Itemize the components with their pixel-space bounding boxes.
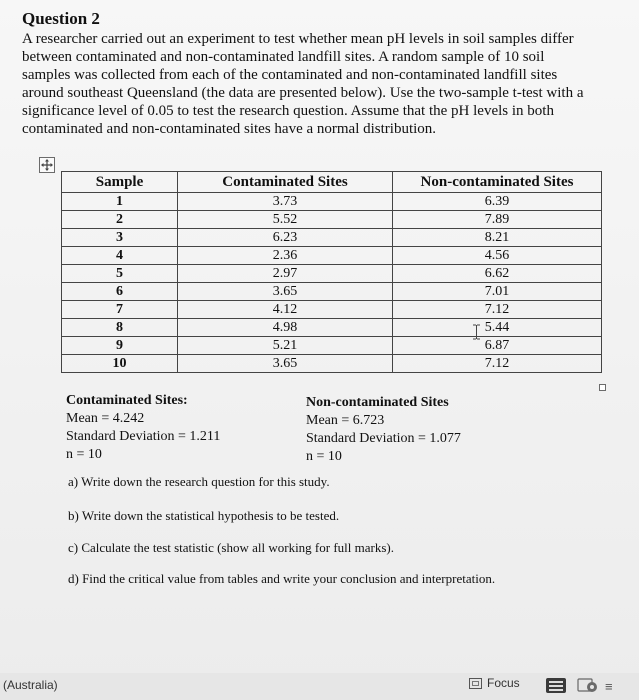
table-row xyxy=(62,355,602,373)
part-a: a) Write down the research question for this study. xyxy=(68,474,330,489)
stats-sd: Standard Deviation = 1.211 xyxy=(66,429,221,444)
sample-cell: 8 xyxy=(62,319,178,337)
stats-sd: Standard Deviation = 1.077 xyxy=(306,431,461,446)
contaminated-cell: 2.36 xyxy=(178,247,393,265)
contaminated-cell: 6.23 xyxy=(178,229,393,247)
column-header-sample: Sample xyxy=(62,172,178,193)
contaminated-cell: 3.65 xyxy=(178,283,393,301)
contaminated-cell: 2.97 xyxy=(178,265,393,283)
table-row xyxy=(62,265,602,283)
question-line: significance level of 0.05 to test the research question. Assume that the pH levels in both xyxy=(22,103,554,119)
part-d: d) Find the critical value from tables and write your conclusion and interpretation. xyxy=(68,571,496,586)
sample-cell: 6 xyxy=(62,283,178,301)
text-cursor-icon xyxy=(472,324,481,345)
table-row xyxy=(62,337,602,355)
question-text xyxy=(22,30,622,138)
focus-label: Focus xyxy=(487,676,520,690)
sample-cell: 10 xyxy=(62,355,178,373)
contaminated-cell: 3.73 xyxy=(178,193,393,211)
print-layout-view-icon[interactable] xyxy=(546,678,566,693)
question-line: contaminated and non-contaminated sites have a normal distribution. xyxy=(22,121,437,137)
focus-button[interactable] xyxy=(469,676,520,690)
sample-cell: 2 xyxy=(62,211,178,229)
noncontaminated-cell: 7.89 xyxy=(393,211,602,229)
noncontaminated-cell: 8.21 xyxy=(393,229,602,247)
language-status[interactable]: (Australia) xyxy=(3,678,58,692)
table-row xyxy=(62,283,602,301)
question-line: around southeast Queensland (the data are presented below). Use the two-sample t-test with a xyxy=(22,85,584,101)
sample-cell: 7 xyxy=(62,301,178,319)
question-title: Question 2 xyxy=(22,9,100,28)
noncontaminated-cell: 6.39 xyxy=(393,193,602,211)
stats-mean: Mean = 6.723 xyxy=(306,413,385,428)
column-header-noncontaminated: Non-contaminated Sites xyxy=(393,172,602,193)
stats-heading: Contaminated Sites: xyxy=(66,393,188,408)
noncontaminated-cell: 4.56 xyxy=(393,247,602,265)
sample-cell: 4 xyxy=(62,247,178,265)
noncontaminated-cell: 6.87 xyxy=(393,337,602,355)
table-header-row xyxy=(62,172,602,193)
stats-heading: Non-contaminated Sites xyxy=(306,395,449,410)
sample-cell: 1 xyxy=(62,193,178,211)
stats-n: n = 10 xyxy=(306,449,342,464)
focus-icon xyxy=(469,678,482,689)
data-table xyxy=(61,171,602,373)
table-resize-handle[interactable] xyxy=(599,384,606,391)
contaminated-cell: 4.12 xyxy=(178,301,393,319)
stats-mean: Mean = 4.242 xyxy=(66,411,145,426)
noncontaminated-cell: 7.12 xyxy=(393,301,602,319)
question-line: samples was collected from each of the contaminated and non-contaminated landfill sites xyxy=(22,67,558,83)
sample-cell: 9 xyxy=(62,337,178,355)
question-line: A researcher carried out an experiment to test whether mean pH levels in soil samples differ xyxy=(22,31,574,47)
stats-n: n = 10 xyxy=(66,447,102,462)
noncontaminated-cell: 7.12 xyxy=(393,355,602,373)
sample-cell: 5 xyxy=(62,265,178,283)
table-row xyxy=(62,229,602,247)
noncontaminated-cell: 6.62 xyxy=(393,265,602,283)
part-b: b) Write down the statistical hypothesis to be tested. xyxy=(68,508,340,523)
noncontaminated-cell: 5.44 xyxy=(393,319,602,337)
table-move-handle-icon[interactable] xyxy=(39,157,55,173)
web-layout-view-icon[interactable] xyxy=(577,677,599,694)
sample-cell: 3 xyxy=(62,229,178,247)
table-row xyxy=(62,319,602,337)
table-row xyxy=(62,247,602,265)
noncontaminated-stats xyxy=(306,394,461,466)
table-row xyxy=(62,193,602,211)
status-bar xyxy=(0,673,639,700)
table-row xyxy=(62,211,602,229)
question-line: between contaminated and non-contaminated landfill sites. A random sample of 10 soil xyxy=(22,49,545,65)
noncontaminated-cell: 7.01 xyxy=(393,283,602,301)
contaminated-cell: 5.21 xyxy=(178,337,393,355)
column-header-contaminated: Contaminated Sites xyxy=(178,172,393,193)
contaminated-stats xyxy=(66,392,220,464)
zoom-icon[interactable]: ≡ xyxy=(605,679,613,694)
part-c: c) Calculate the test statistic (show all working for full marks). xyxy=(68,540,394,555)
contaminated-cell: 3.65 xyxy=(178,355,393,373)
contaminated-cell: 4.98 xyxy=(178,319,393,337)
contaminated-cell: 5.52 xyxy=(178,211,393,229)
table-row xyxy=(62,301,602,319)
